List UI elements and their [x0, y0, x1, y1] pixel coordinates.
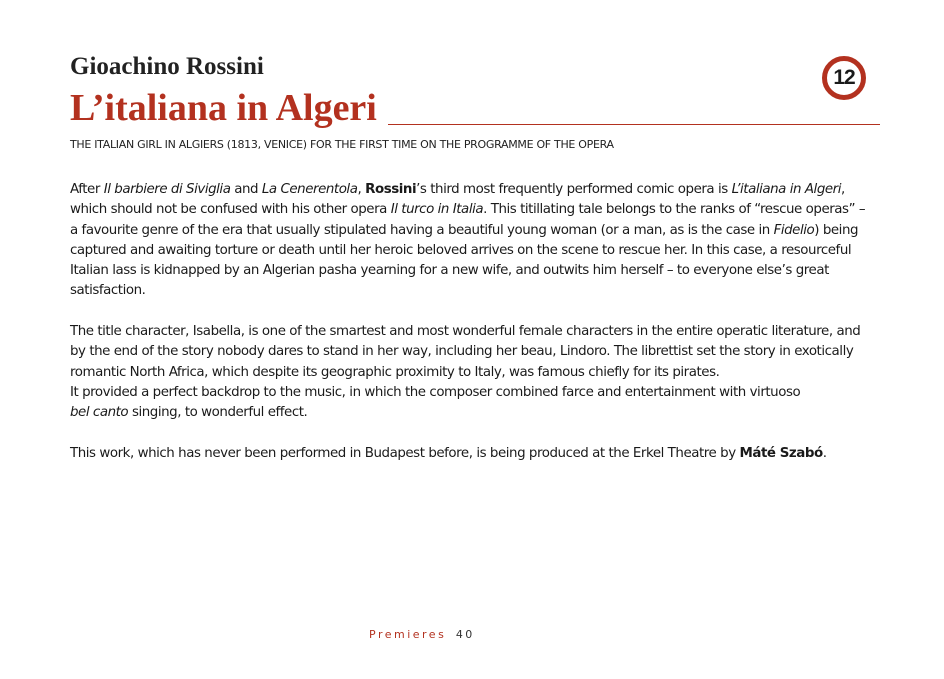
title-row — [70, 86, 880, 130]
composer-name: Gioachino Rossini — [70, 53, 264, 80]
italic-title: L’italiana in Algeri — [731, 182, 841, 197]
paragraph-1 — [70, 180, 870, 302]
article-body — [70, 180, 870, 484]
text-run: singing, to wonderful effect. — [128, 405, 308, 421]
page-footer — [369, 628, 475, 641]
bold-name: Rossini — [365, 182, 417, 197]
text-run: , which should not be confused with his other opera — [70, 182, 845, 218]
opera-title: L’italiana in Algeri — [70, 87, 377, 129]
footer-section-label: Premieres — [369, 628, 447, 641]
text-run: It provided a perfect backdrop to the music, in which the composer combined farce and entertainment with virtuoso — [70, 384, 801, 400]
text-run: ’s third most frequently performed comic opera is — [416, 182, 732, 197]
text-run: , — [357, 182, 366, 197]
text-run: This work, which has never been performed in Budapest before, is being produced at the Erkel Theatre by — [70, 445, 740, 461]
italic-title: Il turco in Italia — [390, 202, 484, 218]
title-underline-rule — [388, 124, 880, 125]
bold-name: Máté Szabó — [739, 445, 823, 461]
italic-title: Fidelio — [773, 222, 815, 238]
paragraph-3 — [70, 444, 870, 464]
text-run: ) being captured and awaiting torture or death until her heroic beloved arrives on the scene to rescue her. In this case, a resourceful Italian lass is kidnapped by an Algerian pasha yearning for a new wife, and outwits him herself – to everyone else’s great satisfaction. — [70, 222, 859, 299]
page-number: 40 — [455, 628, 475, 641]
italic-title: La Cenerentola — [261, 182, 358, 197]
italic-title: Il barbiere di Siviglia — [103, 182, 231, 197]
text-run: The title character, Isabella, is one of the smartest and most wonderful female characters in the entire operatic literature, and by the end of the story nobody dares to stand in her way, including her beau, Lindoro. The librettist set the story in exotically romantic North Africa, which despite its geographic proximity to Italy, was famous chiefly for its pirates. — [70, 324, 861, 380]
opera-subtitle: THE ITALIAN GIRL IN ALGIERS (1813, VENICE) FOR THE FIRST TIME ON THE PROGRAMME OF THE OPERA — [70, 138, 614, 151]
age-rating-badge: 12 — [822, 56, 866, 100]
text-run: After — [70, 182, 104, 197]
italic-term: bel canto — [70, 405, 129, 421]
text-run: and — [230, 182, 262, 197]
paragraph-2 — [70, 322, 870, 423]
text-run: . This titillating tale belongs to the ranks of “rescue operas” – a favourite genre of the era that usually stipulated having a beautiful young woman (or a man, as is the case in — [70, 202, 866, 238]
text-run: . — [822, 445, 827, 461]
